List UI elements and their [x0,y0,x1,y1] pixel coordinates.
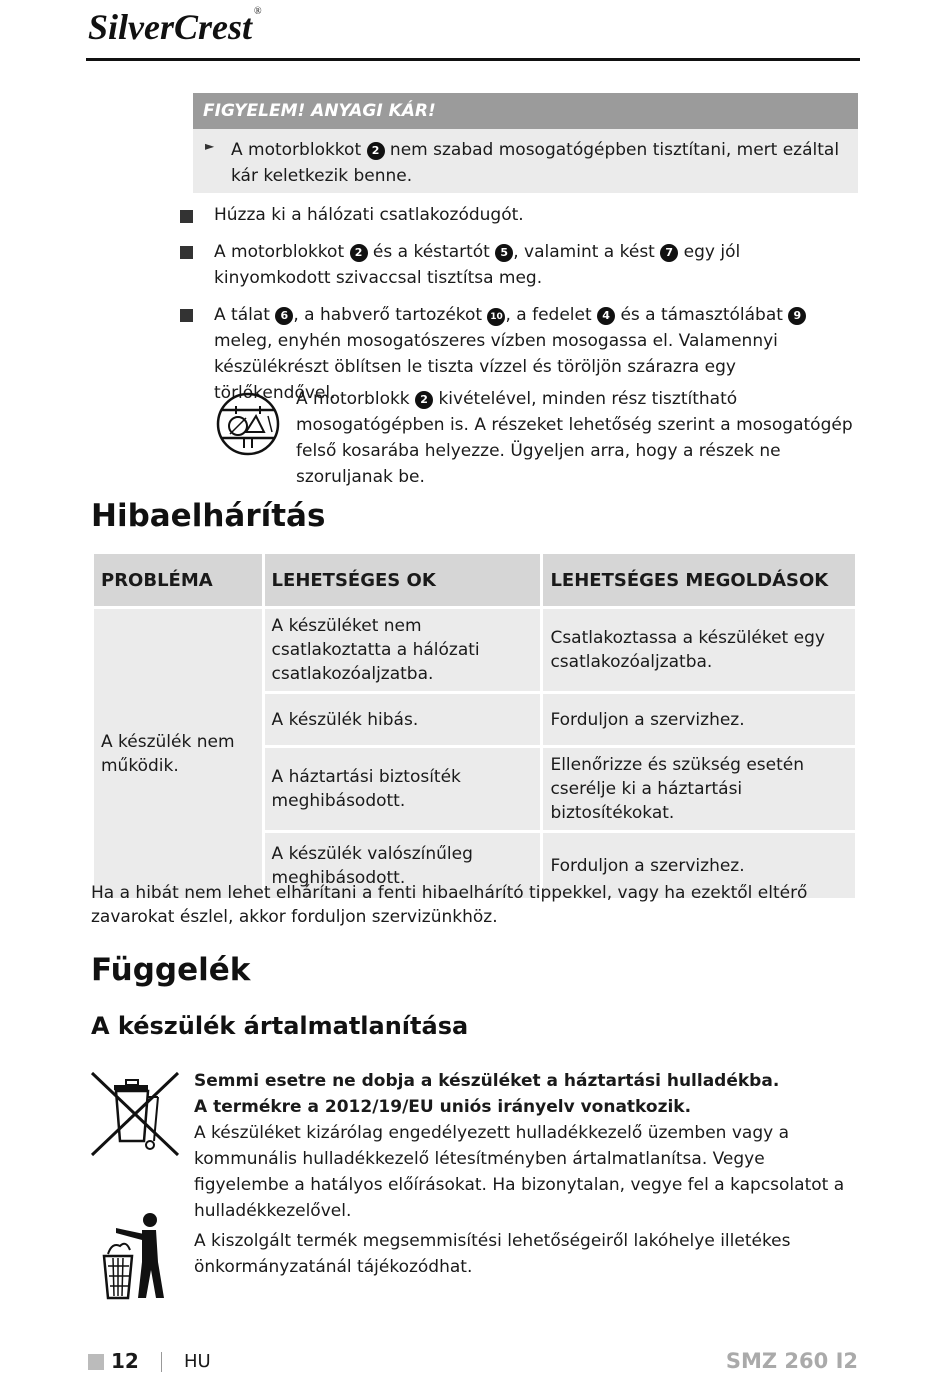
step-2: A motorblokkot 2 és a késtartót 5 , valamint a kést 7 egy jól kinyomkodott szivaccsal tisztítsa meg. [214,242,741,288]
crossed-out-bin-icon [90,1071,180,1157]
part-number-badge: 5 [495,244,513,262]
warning-title: FIGYELEM! ANYAGI KÁR! [193,93,858,129]
footer-marker [88,1354,104,1370]
cause-cell: A készülék valószínűleg meghibásodott. [263,832,542,900]
section-title-appendix: Függelék [91,952,251,988]
bullet-icon [180,309,193,322]
part-number-badge: 7 [660,244,678,262]
model-number: SMZ 260 I2 [725,1349,858,1373]
footer-divider [161,1352,162,1372]
step-1: Húzza ki a hálózati csatlakozódugót. [214,205,524,225]
disposal-text: A készüléket kizárólag engedélyezett hulladékkezelő üzemben vagy a kommunális hulladékkezelő létesítményben ártalmatlanítsa. Vegye figyelembe a hatályos előírásokat. Ha bizonytalan, vegye fel a kapcsolatot a hulladékkezelővel. [194,1123,845,1221]
dishwasher-note: A motorblokk 2 kivételével, minden rész tisztítható mosogatógépben is. A részeket lehetőség szerint a mosogatógép felső kosarába helyezze. Ügyeljen arra, hogy a részek ne szoruljanak be. [296,389,853,487]
disposal-warning: Semmi esetre ne dobja a készüléket a háztartási hulladékba. A termékre a 2012/19/EU uniós irányelv vonatkozik. [194,1071,780,1117]
cause-cell: A készülék hibás. [263,693,542,747]
part-number-badge: 9 [788,307,806,325]
header-rule [86,58,860,61]
section-title-troubleshooting: Hibaelhárítás [91,498,326,534]
municipality-info: A kiszolgált termék megsemmisítési lehetőségeiről lakóhelye illetékes önkormányzatánál tájékozódhat. [194,1231,791,1277]
table-row [93,608,857,693]
step-3: A tálat 6 , a habverő tartozékot 10 , a fedelet 4 és a támasztólábat 9 meleg, enyhén mosogatószeres vízben mosogassa el. Valamennyi készülékrészt öblítsen le tiszta vízzel és töröljön szárazra egy törlőkendővel. [214,302,854,406]
brand-logo: SilverCrest ® [88,6,262,47]
language-code: HU [184,1351,211,1372]
cause-cell: A készüléket nem csatlakoztatta a hálózati csatlakozóaljzatba. [263,608,542,693]
page-number: 12 [111,1349,139,1373]
part-number-badge: 10 [487,308,505,326]
part-number-badge: 2 [415,391,433,409]
warning-text: A motorblokkot 2 nem szabad mosogatógépben tisztítani, mert ezáltal kár keletkezik benne. [231,140,840,186]
solution-cell: Csatlakoztassa a készüléket egy csatlakozóaljzatba. [542,608,857,693]
arrow-icon: ► [205,139,215,153]
problem-cell: A készülék nem működik. [93,608,264,900]
part-number-badge: 6 [275,307,293,325]
part-number-badge: 2 [367,142,385,160]
bullet-icon [180,246,193,259]
solution-cell: Ellenőrizze és szükség esetén cserélje ki a háztartási biztosítékokat. [542,747,857,832]
solution-cell: Forduljon a szervizhez. [542,693,857,747]
bullet-icon [180,210,193,223]
column-header: LEHETSÉGES OK [263,553,542,608]
solution-cell: Forduljon a szervizhez. [542,832,857,900]
trash-disposal-icon [98,1210,170,1302]
troubleshooting-footnote: Ha a hibát nem lehet elhárítani a fenti hibaelhárító tippekkel, vagy ha ezektől eltérő zavarokat észlel, akkor forduljon szervizünkhöz. [91,883,808,927]
column-header: PROBLÉMA [93,553,264,608]
cause-cell: A háztartási biztosíték meghibásodott. [263,747,542,832]
part-number-badge: 4 [597,307,615,325]
troubleshooting-table [91,551,858,901]
dishwasher-icon [216,392,280,456]
warning-box [193,93,858,193]
subsection-title-disposal: A készülék ártalmatlanítása [91,1012,469,1040]
part-number-badge: 2 [350,244,368,262]
table-header-row [93,553,857,608]
column-header: LEHETSÉGES MEGOLDÁSOK [542,553,857,608]
